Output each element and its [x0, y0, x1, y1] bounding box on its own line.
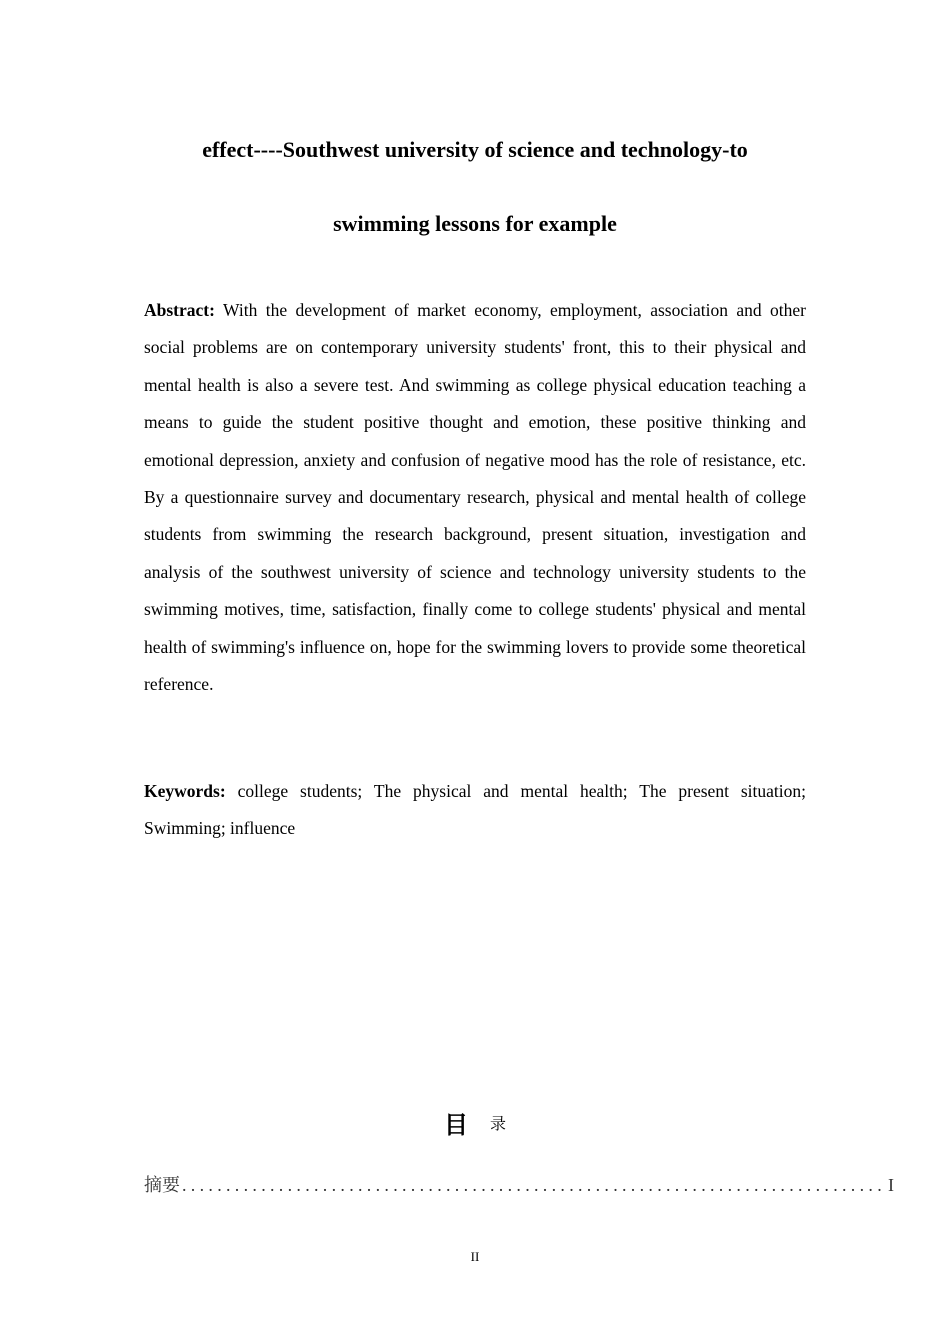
toc-entry-abstract[interactable] [144, 1171, 894, 1199]
abstract-text: With the development of market economy, employment, association and other social problems are on contemporary university students' front, this to their physical and mental health is also a severe test. And swimming as college physical education teaching a means to guide the student positive thought and emotion, these positive thinking and emotional depression, anxiety and confusion of negative mood has the role of resistance, etc. By a questionnaire survey and documentary research, physical and mental health of college students from swimming the research background, present situation, investigation and analysis of the southwest university of science and technology university students to the swimming motives, time, satisfaction, finally come to college students' physical and mental health of swimming's influence on, hope for the swimming lovers to provide some theoretical reference. [144, 300, 806, 695]
toc-entry-page: I [888, 1175, 894, 1195]
english-title-line-1: effect----Southwest university of science and technology-to [202, 137, 748, 162]
toc-heading-char-2: 录 [489, 1114, 506, 1133]
toc-entry-label: 摘要 [144, 1175, 180, 1196]
keywords-paragraph [144, 773, 806, 848]
toc-dot-leader: ................................................................................ [182, 1175, 886, 1195]
keywords-text: college students; The physical and mental health; The present situation; Swimming; influence [144, 781, 806, 839]
keywords-label: Keywords: [144, 781, 226, 801]
english-title-line-2: swimming lessons for example [333, 211, 617, 236]
toc-heading [0, 1105, 950, 1140]
toc-heading-char-1: 目 [443, 1111, 468, 1139]
abstract-label: Abstract: [144, 300, 215, 320]
page-number: II [470, 1249, 480, 1264]
abstract-paragraph [144, 292, 806, 703]
